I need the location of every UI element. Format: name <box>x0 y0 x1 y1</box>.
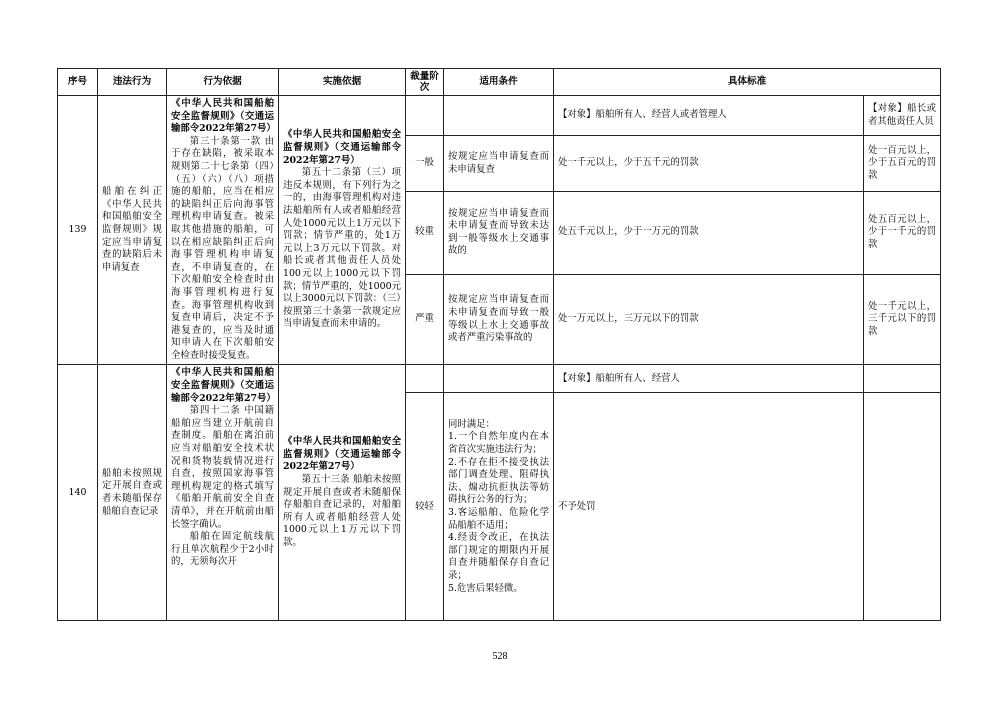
table-header-row <box>58 69 941 96</box>
row140-level: 较轻 <box>406 393 444 621</box>
row139-target-side: 【对象】船长或者其他责任人员 <box>864 96 941 136</box>
row140-cond-0: 同时满足： <box>448 418 495 430</box>
row139-basis-title: 《中华人民共和国船舶安全监督规则》（交通运输部令2022年第27号） <box>171 98 276 135</box>
row140-cond-3: 3.客运船舶、危险化学品船舶不适用； <box>448 506 549 531</box>
row139-std-side-3: 处一千元以上，三千元以下的罚款 <box>864 274 941 365</box>
row139-seq: 139 <box>58 96 98 365</box>
row139-cond-2: 按规定应当申请复查而未申请复查而导致未达到一般等级水上交通事故的 <box>444 191 554 274</box>
row139-std-1: 处一千元以上，少于五千元的罚款 <box>554 136 864 192</box>
row140-cond-1: 1.一个自然年度内在本省首次实施违法行为； <box>448 431 549 455</box>
row140-cond-4: 4.经责令改正，在执法部门规定的期限内开展自查并随船保存自查记录； <box>448 532 549 581</box>
row139-cond-1: 按规定应当申请复查而未申请复查 <box>444 136 554 192</box>
header-violation: 违法行为 <box>98 69 167 96</box>
header-seq: 序号 <box>58 69 98 96</box>
row139-target-main: 【对象】船舶所有人、经营人或者管理人 <box>554 96 864 136</box>
row140-impl <box>279 365 406 621</box>
row139-violation: 船舶在纠正《中华人民共和国船舶安全监督规则》规定应当申请复查的缺陷后未申请复查 <box>98 96 167 365</box>
row139-basis-text: 第三十条第一款 由于存在缺陷，被采取本规则第二十七条第（四）（五）（六）（八）项措施的船舶，应当在相应的缺陷纠正后向海事管理机构申请复查。被采取其他措施的船舶，可以在相应缺陷纠正后向海事管理机构申请复查，不申请复查的，在下次船舶安全检查时由海事管理机构进行复查。海事管理机构收到复查申请后，决定不予港复查的，应当及时通知申请人在下次船舶安全检查时接受复查。 <box>171 135 274 361</box>
page-number: 528 <box>492 651 508 662</box>
header-cond: 适用条件 <box>444 69 554 96</box>
header-level: 裁量阶次 <box>406 69 444 96</box>
table-row <box>58 96 941 136</box>
header-impl: 实施依据 <box>279 69 406 96</box>
row139-std-2: 处五千元以上，少于一万元的罚款 <box>554 191 864 274</box>
row139-std-side-1: 处一百元以上，少于五百元的罚款 <box>864 136 941 192</box>
row140-cond <box>444 393 554 621</box>
row139-basis <box>167 96 279 365</box>
penalty-standards-table <box>57 68 941 621</box>
row140-basis <box>167 365 279 621</box>
row140-cond-5: 5.危害后果轻微。 <box>448 582 523 594</box>
row140-cond-2: 2.不存在拒不接受执法部门调查处理、阻碍执法、煽动抗拒执法等妨碍执行公务的行为； <box>448 456 549 506</box>
row140-seq: 140 <box>58 365 98 621</box>
row140-std: 不予处罚 <box>554 393 864 621</box>
row140-basis-text-1: 第四十二条 中国籍船舶应当建立开航前自查制度。船舶在离泊前应当对船舶安全技术状况和货物装载情况进行自查，按照国家海事管理机构规定的格式填写《船舶开航前安全自查清单》，并在开航前由船长签字确认。 <box>171 405 274 530</box>
row139-std-side-2: 处五百元以上，少于一千元的罚款 <box>864 191 941 274</box>
row139-impl <box>279 96 406 365</box>
row139-level-3: 严重 <box>406 274 444 365</box>
row140-basis-title: 《中华人民共和国船舶安全监督规则》（交通运输部令2022年第27号） <box>171 367 276 404</box>
row139-impl-text: 第五十二条第（三）项 违反本规则，有下列行为之一的，由海事管理机构对违法船舶所有人或者船舶经营人处1000元以上1万元以下罚款；情节严重的，处1万元以上3万元以下罚款。对船长或者其他责任人员处100元以上1000元以下罚款；情节严重的，处1000元以上3000元以下罚款：（三）按照第三十条第一款规定应当申请复查而未申请的。 <box>283 167 401 330</box>
row139-impl-title: 《中华人民共和国船舶安全监督规则》（交通运输部令2022年第27号） <box>283 129 401 166</box>
row140-target: 【对象】船舶所有人、经营人 <box>554 365 864 393</box>
row140-violation: 船舶未按照规定开展自查或者未随船保存船舶自查记录 <box>98 365 167 621</box>
table-row <box>58 365 941 393</box>
row140-impl-text: 第五十三条 船舶未按照规定开展自查或者未随船保存船舶自查记录的，对船舶所有人或者船舶经营人处1000元以上1万元以下罚款。 <box>283 474 401 549</box>
header-basis: 行为依据 <box>167 69 279 96</box>
row139-std-3: 处一万元以上，三万元以下的罚款 <box>554 274 864 365</box>
row140-impl-title: 《中华人民共和国船舶安全监督规则》（交通运输部令2022年第27号） <box>283 436 401 473</box>
row139-level-2: 较重 <box>406 191 444 274</box>
header-std: 具体标准 <box>554 69 941 96</box>
row139-level-1: 一般 <box>406 136 444 192</box>
row140-basis-text-2: 船舶在固定航线航行且单次航程少于2小时的，无须每次开 <box>171 531 274 568</box>
row139-cond-3: 按规定应当申请复查而未申请复查而导致一般等级以上水上交通事故或者严重污染事故的 <box>444 274 554 365</box>
